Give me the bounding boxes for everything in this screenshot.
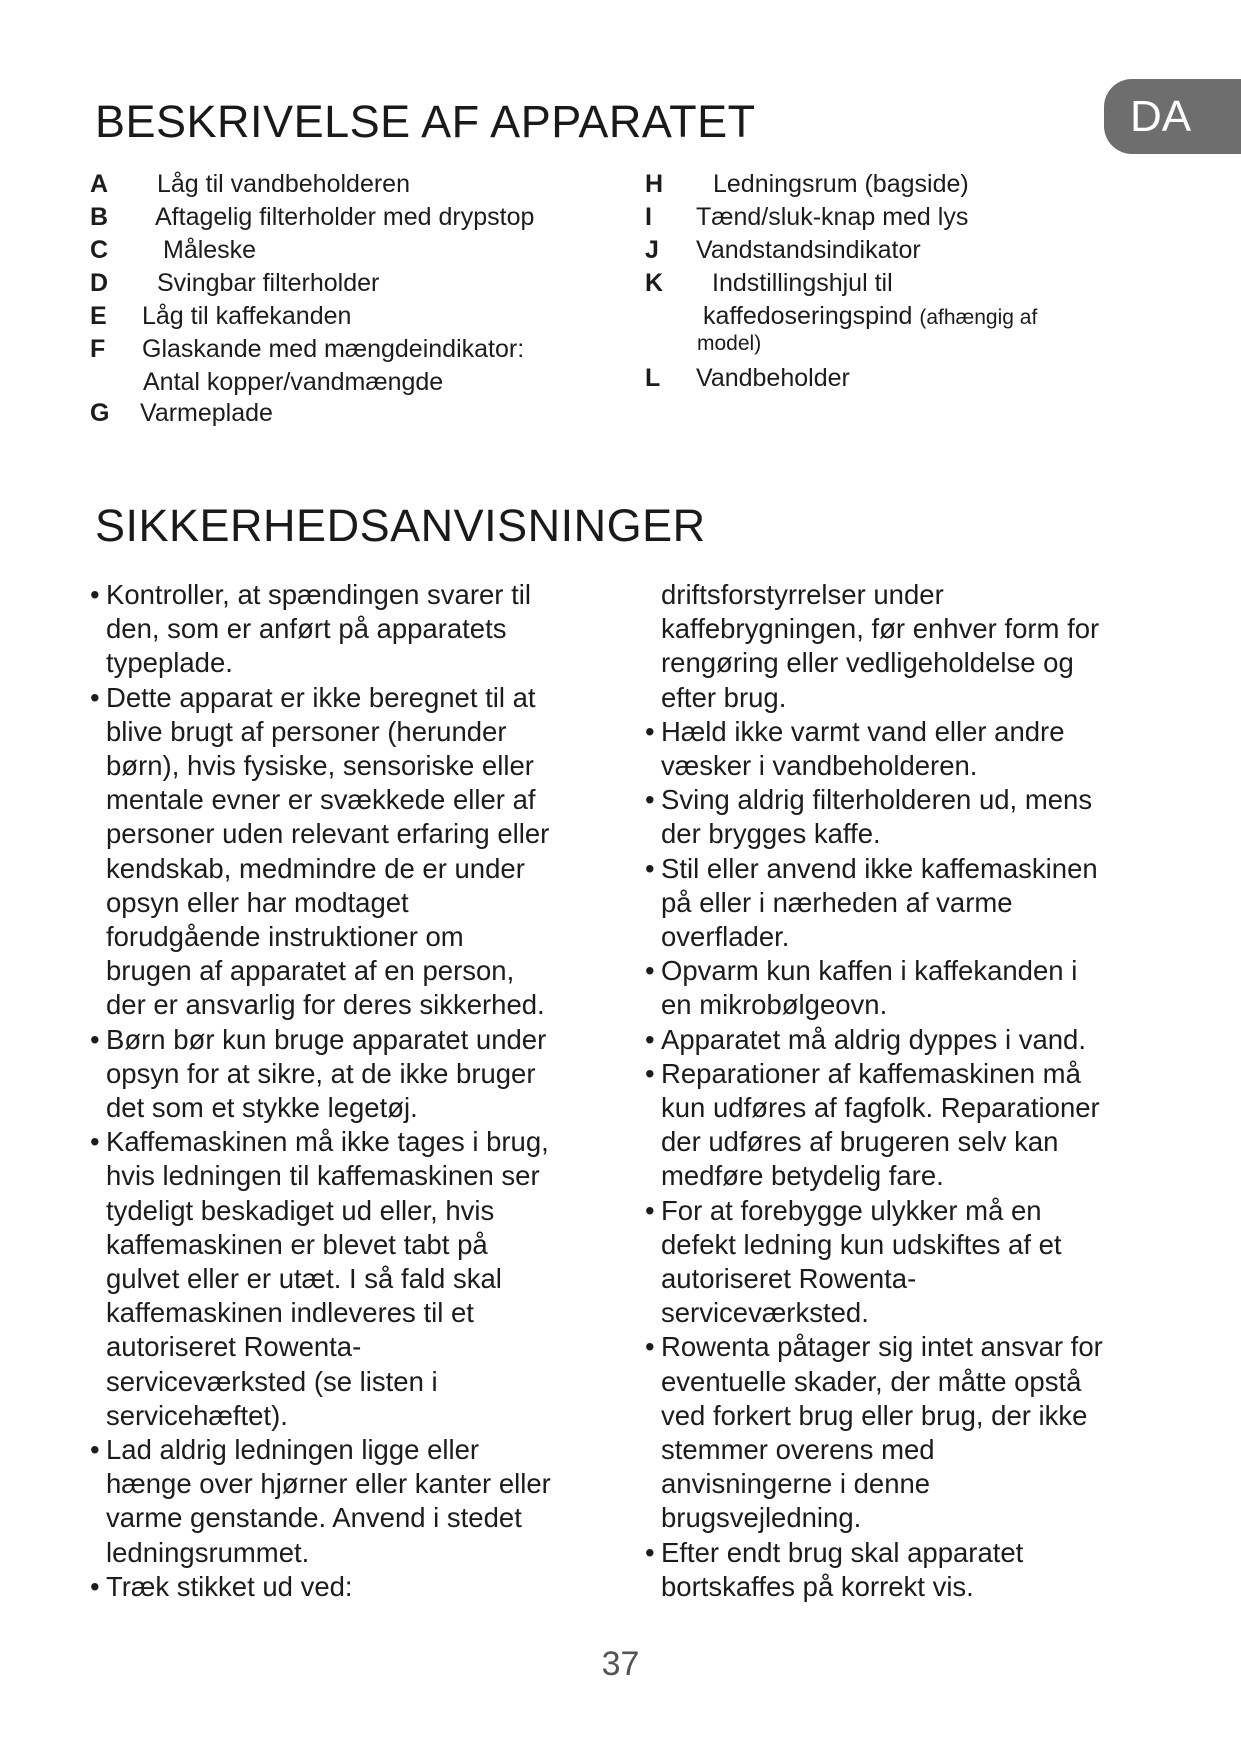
safety-item: • Børn bør kun bruge apparatet under opsyn for at sikre, at de ikke bruger det som et stykke legetøj. (90, 1023, 620, 1126)
list-item (90, 399, 630, 432)
part-letter: F (90, 335, 106, 363)
section-title-description: BESKRIVELSE AF APPARATET (95, 96, 756, 147)
part-letter: A (90, 170, 109, 198)
page-number: 37 (601, 1645, 640, 1683)
part-letter: K (645, 269, 664, 297)
part-text: Varmeplade (140, 399, 273, 427)
safety-item: • Reparationer af kaffemaskinen må kun udføres af fagfolk. Reparationer der udføres af brugeren selv kan medføre betydelig fare. (645, 1057, 1165, 1194)
list-item (645, 302, 1125, 332)
part-text: Låg til vandbeholderen (157, 170, 410, 198)
list-item (90, 170, 630, 203)
safety-column-right (645, 578, 1165, 1604)
list-item (90, 302, 630, 335)
part-letter: L (645, 364, 661, 392)
part-text: Aftagelig filterholder med drypstop (155, 203, 535, 231)
list-item (90, 236, 630, 269)
part-letter: C (90, 236, 109, 264)
safety-item: • Lad aldrig ledningen ligge eller hænge over hjørner eller kanter eller varme genstande. Anvend i stedet ledningsrummet. (90, 1433, 620, 1570)
parts-list-right (645, 170, 1125, 397)
part-text: Ledningsrum (bagside) (713, 170, 969, 198)
safety-item: • Dette apparat er ikke beregnet til at blive brugt af personer (herunder børn), hvis fysiske, sensoriske eller mentale evner er svækkede eller af personer uden relevant erfaring eller kendskab, medmindre de er under opsyn eller har modtaget forudgående instruktioner om brugen af apparatet af en person, der er ansvarlig for deres sikkerhed. (90, 681, 620, 1023)
part-text-continued: Antal kopper/vandmængde (143, 368, 444, 396)
safety-item: • Kontroller, at spændingen svarer til den, som er anført på apparatets typeplade. (90, 578, 620, 681)
parts-list-left (90, 170, 630, 432)
list-item (645, 170, 1125, 203)
part-text: Vandbeholder (696, 364, 850, 392)
part-text: Vandstandsindikator (696, 236, 921, 264)
part-text: Låg til kaffekanden (142, 302, 352, 330)
safety-item: • For at forebygge ulykker må en defekt ledning kun udskiftes af et autoriseret Rowenta- serviceværksted. (645, 1194, 1165, 1331)
part-text-continued (703, 302, 1037, 331)
safety-item: • Efter endt brug skal apparatet bortskaffes på korrekt vis. (645, 1536, 1165, 1604)
part-letter: E (90, 302, 107, 330)
part-letter: G (90, 399, 110, 427)
part-text: Tænd/sluk-knap med lys (696, 203, 969, 231)
safety-item: • Opvarm kun kaffen i kaffekanden i en mikrobølgeovn. (645, 954, 1165, 1022)
safety-item: • Træk stikket ud ved: (90, 1570, 620, 1604)
list-item (90, 335, 630, 368)
list-item (90, 368, 630, 399)
part-letter: J (645, 236, 659, 264)
safety-item: • Kaffemaskinen må ikke tages i brug, hvis ledningen til kaffemaskinen ser tydeligt beskadiget ud eller, hvis kaffemaskinen er blevet tabt på gulvet eller er utæt. I så fald skal kaffemaskinen indleveres til et autoriseret Rowenta- serviceværksted (se listen i servicehæftet). (90, 1125, 620, 1433)
safety-item-continued: driftsforstyrrelser under kaffebrygningen, før enhver form for rengøring eller vedligeholdelse og efter brug. (661, 579, 1100, 713)
language-tab: DA (1104, 79, 1241, 154)
list-item (645, 236, 1125, 269)
list-item (645, 332, 1125, 364)
safety-column-left (90, 578, 620, 1604)
list-item (645, 269, 1125, 302)
part-letter: B (90, 203, 109, 231)
part-text: Måleske (163, 236, 257, 264)
part-letter: D (90, 269, 109, 297)
safety-item: • Stil eller anvend ikke kaffemaskinen på eller i nærheden af varme overflader. (645, 852, 1165, 955)
part-text: Glaskande med mængdeindikator: (142, 335, 525, 363)
safety-item: • Rowenta påtager sig intet ansvar for eventuelle skader, der måtte opstå ved forkert brug eller brug, der ikke stemmer overens med anvisningerne i denne brugsvejledning. (645, 1330, 1165, 1535)
list-item (90, 203, 630, 236)
part-letter: H (645, 170, 664, 198)
part-note: (afhængig af (919, 306, 1038, 329)
list-item (645, 203, 1125, 236)
safety-item: • Hæld ikke varmt vand eller andre væsker i vandbeholderen. (645, 715, 1165, 783)
safety-item: • Sving aldrig filterholderen ud, mens der brygges kaffe. (645, 783, 1165, 851)
list-item (90, 269, 630, 302)
section-title-safety: SIKKERHEDSANVISNINGER (95, 500, 706, 551)
part-text: Indstillingshjul til (712, 269, 893, 297)
part-note-continued: model) (697, 332, 762, 355)
list-item (645, 364, 1125, 397)
safety-item: • Apparatet må aldrig dyppes i vand. (645, 1023, 1165, 1057)
part-text: Svingbar filterholder (157, 269, 380, 297)
part-text-line2: kaffedoseringspind (703, 302, 913, 330)
part-letter: I (645, 203, 652, 231)
